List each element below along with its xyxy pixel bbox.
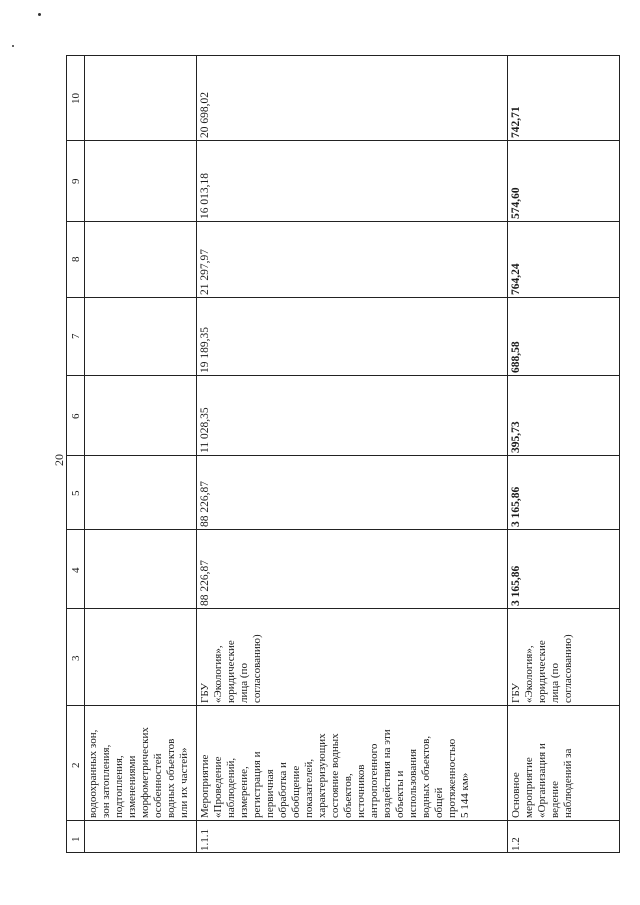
header-col-4: 4 [70,567,82,573]
speck [12,45,14,47]
row-2-val-9: 574,60 [510,187,522,219]
row-2-val-10: 742,71 [510,106,522,138]
header-col-8: 8 [70,256,82,262]
header-col-1: 1 [70,836,82,842]
row-2-val-4: 3 165,86 [510,565,522,606]
speck [38,13,41,16]
row-1-val-10: 20 698,02 [199,92,211,138]
row-2-executor: ГБУ «Экология», юридические лица (по согласованию) [510,634,574,703]
header-col-3: 3 [70,655,82,661]
row-1-val-7: 19 189,35 [199,327,211,373]
row-2-val-6: 395,73 [510,421,522,453]
row-1-executor: ГБУ «Экология», юридические лица (по согласованию) [199,634,263,703]
row-2-name: Основное мероприятие «Организация и ведение наблюдений за [510,743,574,818]
row-2-val-5: 3 165,86 [510,486,522,527]
header-col-2: 2 [70,762,82,768]
row-1-val-9: 16 013,18 [199,173,211,219]
header-col-9: 9 [70,178,82,184]
row-0-name: водоохранных зон, зон затопления, подтопления, изменениями морфометрических особенностей водных объектов или их частей» [87,727,190,818]
row-1-val-5: 88 226,87 [199,481,211,527]
row-1-id: 1.1.1 [199,829,211,851]
row-2-id: 1.2 [510,837,522,851]
header-col-6: 6 [70,413,82,419]
row-1-val-6: 11 028,35 [199,407,211,453]
row-1-val-8: 21 297,97 [199,249,211,295]
row-1-val-4: 88 226,87 [199,560,211,606]
page-number: 20 [52,454,66,466]
header-col-7: 7 [70,333,82,339]
row-2-val-8: 764,24 [510,263,522,295]
row-1-name: Мероприятие «Проведение наблюдений, измерение, регистрация и первичная обработка и обобщение показателей, характеризующих состояние водных объектов, источников антропогенного воздействия на эти объекты и использования водных объектов, общей протяженностью 5 144 км» [199,729,471,818]
row-2-val-7: 688,58 [510,341,522,373]
header-col-10: 10 [70,93,82,104]
header-col-5: 5 [70,490,82,496]
